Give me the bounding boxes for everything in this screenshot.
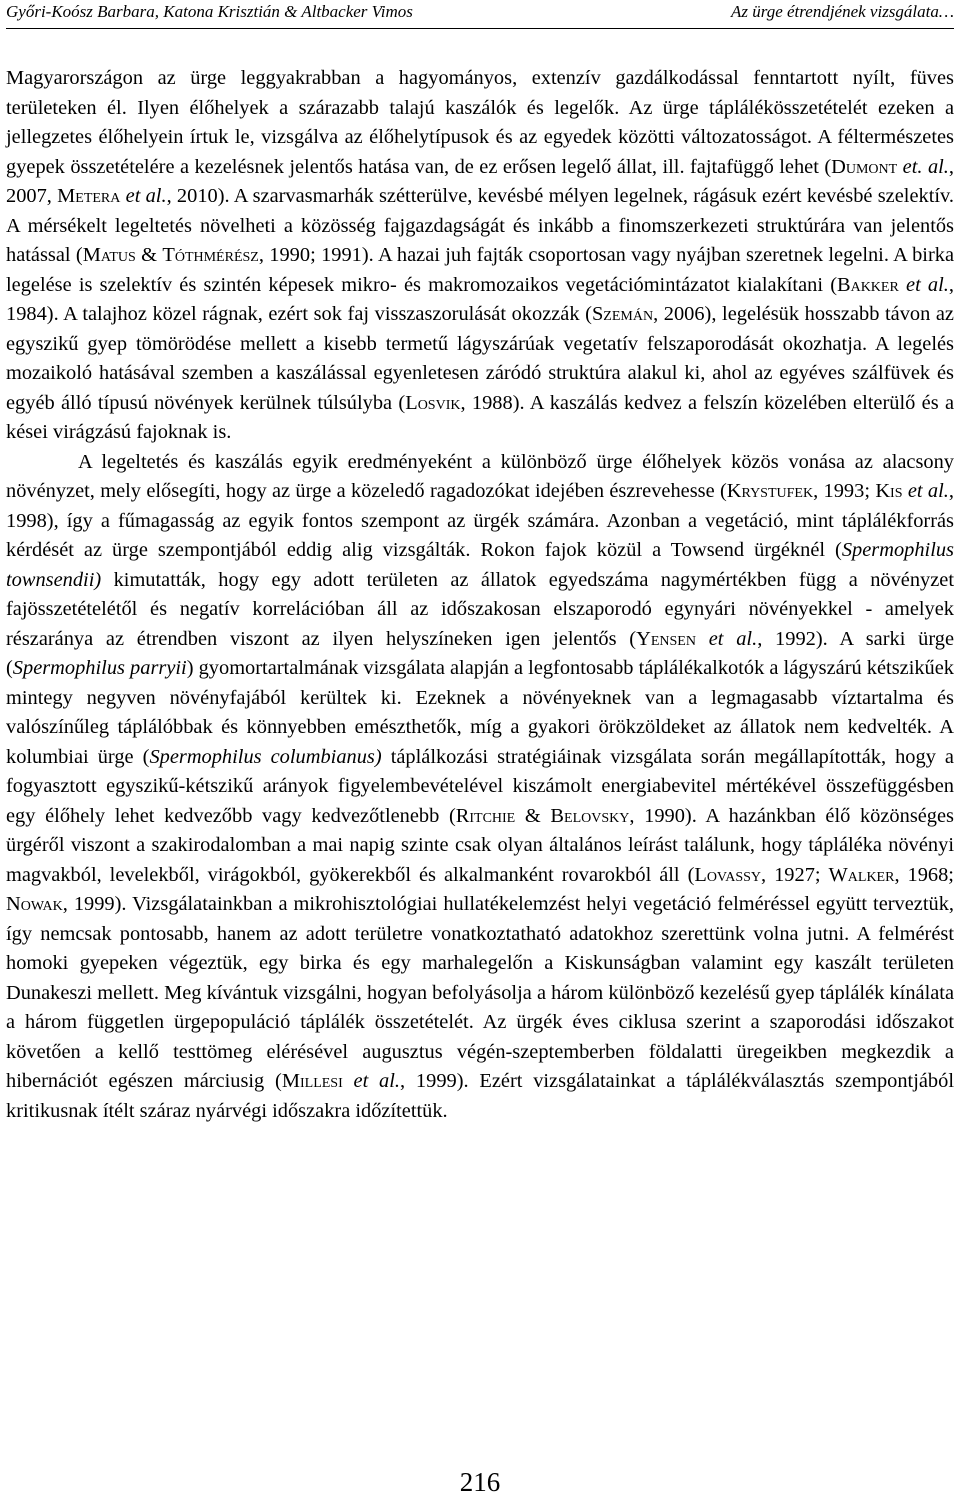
header-short-title: Az ürge étrendjének vizsgálata…	[730, 2, 954, 21]
citation-author: Szemán	[591, 303, 654, 325]
text-run: , 1990). A hazánkban élő közönséges ürgéről viszont a szakirodalomban a mai napig szinte csak olyan általános leírást találunk, hogy tápláléka növényi magvakból, levelekből, virágokból, gyökerekből és alkalmanként rovarokból áll (	[6, 804, 954, 886]
text-run: , 1999). Vizsgálatainkban a mikrohisztológiai hullatékelemzést helyi vegetáció felméréssel együtt terveztük, így nemcsak pontosabb, hanem az adott területre vonatkoztatható adatokhoz szerettünk volna jutni. A felmérést homoki gyepeken végeztük, egy birka és egy marhalegelőn a Kiskunságban valamint egy kaszált területen Dunakeszi mellett. Meg kívántuk vizsgálni, hogyan befolyásolja a három különböző kezelésű gyep táplálék kínálata a három független ürgepopuláció táplálék összetételét. Az ürgék éves ciklusa szerint a szaporodási időszakot követően a kellő testtömeg elérésével augusztus végén-szeptemberben földalatti üregeikben megkezdik a hibernációt egészen márciusig (	[6, 893, 954, 1092]
citation-author: Ritchie	[455, 804, 516, 827]
text-run: &	[135, 244, 163, 266]
text-run: ) gyomortartalmának vizsgálata alapján a legfontosabb táplálékalkotók a lágyszárú kétszikűek mintegy negyven növényfajából kerültek ki. Ezeknek a növényeknek van a legmagasabb víztartalma és valószínűleg táplálóbbak és könnyebben emészthetők, míg a gyakori örökzöldeket az állatok nem kedvelték. A kolumbiai ürge (	[6, 657, 954, 768]
italic-text: et al.	[907, 480, 949, 502]
text-run: , 1927;	[761, 863, 829, 886]
text-run: , 1992). A sarki ürge (	[6, 627, 955, 679]
citation-author: Walker	[828, 863, 895, 886]
text-run	[899, 274, 906, 296]
italic-text: et al.	[353, 1070, 401, 1092]
text-run: &	[515, 804, 551, 827]
italic-text: Spermophilus parryii	[12, 657, 187, 679]
citation-author: Nowak	[6, 893, 63, 915]
italic-text: et al.	[708, 627, 758, 650]
running-header	[6, 0, 954, 29]
citation-author: Millesi	[281, 1070, 343, 1092]
text-run: , 1998), így a fűmagasság az egyik fontos szempont az ürgék számára. Azonban a vegetáció, mint táplálékforrás kérdését az ürge szempontjából eddig alig vizsgálták. Rokon fajok közül a Towsend ürgéknél (	[6, 480, 954, 561]
text-run	[343, 1070, 354, 1092]
body-text	[6, 64, 954, 1126]
citation-author: Metera	[57, 185, 121, 207]
citation-author: Krystufek	[726, 480, 814, 502]
text-run: , 2010). A szarvasmarhák szétterülve, kevésbé mélyen legelnek, rágásuk ezért kevésbé szelektív. A mérsékelt legeltetés növelheti a közösség fajgazdagságát és inkább a finomszerkezeti struktúrára van jelentős hatással (	[6, 185, 954, 266]
italic-text: et. al.	[902, 155, 949, 178]
text-run	[696, 628, 709, 650]
text-run: , 1999). Ezért vizsgálatainkat a táplálékválasztás szempontjából kritikusnak ítélt száraz nyárvégi időszakra időzítettük.	[6, 1070, 954, 1122]
italic-text: et al.	[125, 185, 167, 207]
text-run: A legeltetés és kaszálás egyik eredményeként a különböző ürge élőhelyek közös vonása az alacsony növényzet, mely elősegíti, hogy az ürge a közeledő ragadozókat idejében észrevehesse (	[6, 450, 954, 502]
italic-text: et al.	[906, 273, 949, 296]
italic-text: Spermophilus townsendii)	[6, 539, 954, 591]
citation-author: Kis	[875, 480, 903, 502]
text-run: , 1988). A kaszálás kedvez a felszín közelében elterülő és a kései virágzású fajoknak is.	[6, 391, 954, 443]
text-run: , 1990; 1991). A hazai juh fajták csoportosan vagy nyájban szeretnek legelni. A birka legelése is szelektív és szintén képesek mikro- és makromozaikos vegetációmintázatot kialakítani (	[6, 244, 954, 296]
text-run: , 2007,	[6, 155, 955, 207]
citation-author: Belovsky	[550, 804, 630, 827]
citation-author: Yensen	[636, 627, 696, 650]
text-run: , 1993;	[813, 480, 876, 502]
paragraph	[6, 64, 954, 448]
page-number: 216	[459, 1467, 501, 1497]
text-run: , 1984). A talajhoz közel rágnak, ezért sok faj visszaszorulását okozzák (	[6, 273, 954, 325]
citation-author: Dumont	[831, 155, 898, 178]
text-run: , 1968;	[894, 863, 954, 886]
text-run: kimutatták, hogy egy adott területen az állatok egyedszáma nagymértékben függ a növényzet fajösszetételétől és negatív korrelációban áll az időszakosan elszaporodó egynyári növényekkel - amelyek részaránya az étrendben viszont az ilyen helyszíneken igen jelentős (	[6, 568, 954, 650]
citation-author: Lovassy	[694, 863, 762, 886]
paragraph	[6, 448, 954, 1127]
citation-author: Losvik	[405, 391, 461, 414]
text-run: táplálkozási stratégiáinak vizsgálata során megállapították, hogy a fogyasztott egyszikű-kétszikű arányok figyelembevételével kiszámolt energiabevitel mértékével összefüggésben egy élőhely lehet kedvezőbb vagy kedvezőtlenebb (	[6, 745, 954, 827]
citation-author: Tóthmérész	[162, 244, 259, 266]
text-run: , 2006), legelésük hosszabb távon az egyszikű gyep tömörödése mellett a kisebb termetű lágyszárúak vegetatív felszaporodását okozhatja. A legelés mozaikoló hatásával szemben a kaszálással egyenletesen záródó struktúra alakul ki, ahol az egyéves szálfüvek és egyéb álló típusú növények kerülnek túlsúlyba (	[6, 303, 954, 414]
italic-text: Spermophilus columbianus)	[149, 745, 382, 768]
citation-author: Bakker	[836, 273, 899, 296]
header-authors: Győri-Koósz Barbara, Katona Krisztián & Altbacker Vimos	[6, 2, 413, 21]
text-run: Magyarországon az ürge leggyakrabban a hagyományos, extenzív gazdálkodással fenntartott nyílt, füves területeken él. Ilyen élőhelyek a szárazabb talajú kaszálók és legelők. Az ürge táplálékösszetételét ezeken a jellegzetes élőhelyein írtuk le, vizsgálva az élőhelytípusok és az egyedek közötti változatosságot. A féltermészetes gyepek összetételére a kezelésnek jelentős hatása van, de ez erősen legelő állat, ill. fajtafüggő lehet (	[6, 67, 954, 178]
citation-author: Matus	[82, 244, 136, 266]
